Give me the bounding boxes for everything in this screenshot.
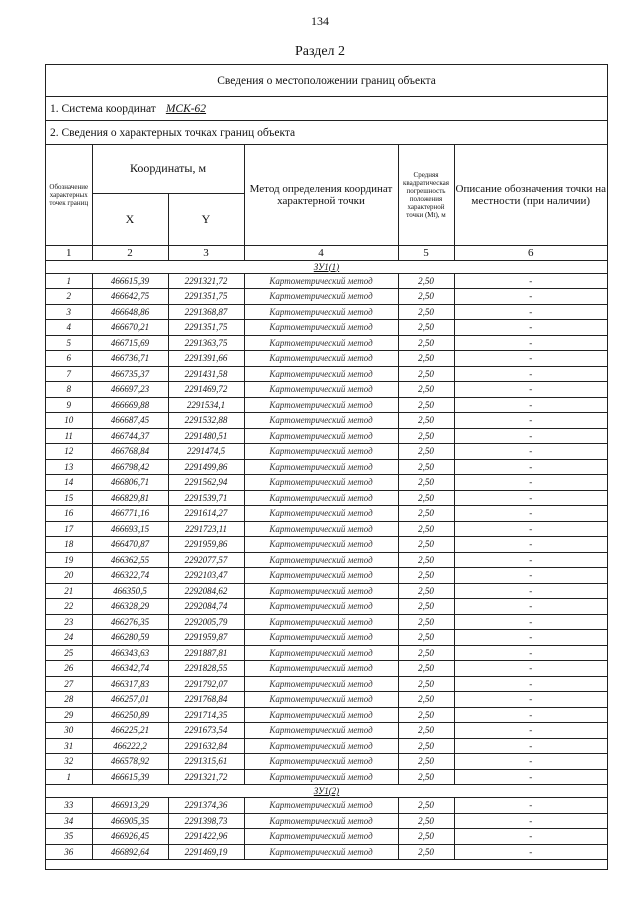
accuracy-cell: 2,50: [398, 614, 454, 630]
description-cell: -: [454, 676, 607, 692]
x-coordinate-cell: 466744,37: [92, 428, 168, 444]
point-number-cell: 32: [46, 754, 92, 770]
y-coordinate-cell: 2292005,79: [168, 614, 244, 630]
group-row: [46, 785, 607, 798]
accuracy-cell: 2,50: [398, 459, 454, 475]
accuracy-cell: 2,50: [398, 769, 454, 785]
method-cell: Картометрический метод: [244, 428, 398, 444]
description-cell: -: [454, 813, 607, 829]
table-title-row: [46, 65, 607, 97]
point-number-cell: 8: [46, 382, 92, 398]
method-cell: Картометрический метод: [244, 829, 398, 845]
y-coordinate-cell: 2291315,61: [168, 754, 244, 770]
x-coordinate-cell: 466806,71: [92, 475, 168, 491]
column-number: 1: [46, 245, 92, 260]
description-cell: -: [454, 444, 607, 460]
table-row: [46, 723, 607, 739]
table-row: [46, 444, 607, 460]
accuracy-cell: 2,50: [398, 382, 454, 398]
header-y: Y: [168, 193, 244, 245]
coord-system-row: [46, 97, 607, 121]
x-coordinate-cell: 466362,55: [92, 552, 168, 568]
description-cell: -: [454, 304, 607, 320]
x-coordinate-cell: 466768,84: [92, 444, 168, 460]
y-coordinate-cell: 2291480,51: [168, 428, 244, 444]
coord-system-value: МСК-62: [165, 102, 207, 115]
point-number-cell: 4: [46, 320, 92, 336]
accuracy-cell: 2,50: [398, 397, 454, 413]
table-row: [46, 645, 607, 661]
table-row: [46, 320, 607, 336]
method-cell: Картометрический метод: [244, 444, 398, 460]
y-coordinate-cell: 2291474,5: [168, 444, 244, 460]
table-row: [46, 630, 607, 646]
y-coordinate-cell: 2291499,86: [168, 459, 244, 475]
description-cell: -: [454, 723, 607, 739]
y-coordinate-cell: 2291368,87: [168, 304, 244, 320]
description-cell: -: [454, 335, 607, 351]
accuracy-cell: 2,50: [398, 490, 454, 506]
points-section-label: 2. Сведения о характерных точках границ объекта: [50, 126, 296, 139]
x-coordinate-cell: 466771,16: [92, 506, 168, 522]
description-cell: -: [454, 829, 607, 845]
x-coordinate-cell: 466317,83: [92, 676, 168, 692]
description-cell: -: [454, 844, 607, 860]
table-row: [46, 397, 607, 413]
accuracy-cell: 2,50: [398, 475, 454, 491]
method-cell: Картометрический метод: [244, 769, 398, 785]
point-number-cell: 9: [46, 397, 92, 413]
table-row: [46, 844, 607, 860]
point-number-cell: 33: [46, 798, 92, 814]
description-cell: -: [454, 661, 607, 677]
table-row: [46, 829, 607, 845]
method-cell: Картометрический метод: [244, 798, 398, 814]
x-coordinate-cell: 466892,64: [92, 844, 168, 860]
method-cell: Картометрический метод: [244, 630, 398, 646]
table-row: [46, 428, 607, 444]
x-coordinate-cell: 466926,45: [92, 829, 168, 845]
method-cell: Картометрический метод: [244, 645, 398, 661]
table-row: [46, 490, 607, 506]
column-number: 2: [92, 245, 168, 260]
x-coordinate-cell: 466670,21: [92, 320, 168, 336]
x-coordinate-cell: 466687,45: [92, 413, 168, 429]
accuracy-cell: 2,50: [398, 413, 454, 429]
header-coords: Координаты, м: [92, 145, 244, 193]
x-coordinate-cell: 466736,71: [92, 351, 168, 367]
point-number-cell: 23: [46, 614, 92, 630]
x-coordinate-cell: 466342,74: [92, 661, 168, 677]
point-number-cell: 30: [46, 723, 92, 739]
accuracy-cell: 2,50: [398, 335, 454, 351]
accuracy-cell: 2,50: [398, 552, 454, 568]
x-coordinate-cell: 466798,42: [92, 459, 168, 475]
accuracy-cell: 2,50: [398, 630, 454, 646]
header-description: Описание обозначения точки на местности (при наличии): [454, 145, 607, 245]
method-cell: Картометрический метод: [244, 397, 398, 413]
table-row: [46, 537, 607, 553]
point-number-cell: 13: [46, 459, 92, 475]
header-method: Метод определения координат характерной точки: [244, 145, 398, 245]
table-title: Сведения о местоположении границ объекта: [217, 74, 436, 87]
x-coordinate-cell: 466905,35: [92, 813, 168, 829]
table-row: [46, 506, 607, 522]
table-row: [46, 304, 607, 320]
table-row: [46, 521, 607, 537]
point-number-cell: 1: [46, 769, 92, 785]
y-coordinate-cell: 2292103,47: [168, 568, 244, 584]
accuracy-cell: 2,50: [398, 304, 454, 320]
description-cell: -: [454, 707, 607, 723]
y-coordinate-cell: 2291321,72: [168, 769, 244, 785]
point-number-cell: 24: [46, 630, 92, 646]
boundary-table-frame: [45, 64, 608, 870]
accuracy-cell: 2,50: [398, 599, 454, 615]
point-number-cell: 6: [46, 351, 92, 367]
method-cell: Картометрический метод: [244, 599, 398, 615]
y-coordinate-cell: 2291532,88: [168, 413, 244, 429]
accuracy-cell: 2,50: [398, 366, 454, 382]
y-coordinate-cell: 2291351,75: [168, 320, 244, 336]
y-coordinate-cell: 2291562,94: [168, 475, 244, 491]
description-cell: -: [454, 521, 607, 537]
description-cell: -: [454, 382, 607, 398]
description-cell: -: [454, 490, 607, 506]
page-number: 134: [311, 14, 329, 28]
point-number-cell: 18: [46, 537, 92, 553]
table-row: [46, 382, 607, 398]
point-number-cell: 26: [46, 661, 92, 677]
points-section-row: [46, 121, 607, 145]
point-number-cell: 7: [46, 366, 92, 382]
description-cell: -: [454, 552, 607, 568]
method-cell: Картометрический метод: [244, 723, 398, 739]
table-row: [46, 475, 607, 491]
y-coordinate-cell: 2291887,81: [168, 645, 244, 661]
method-cell: Картометрический метод: [244, 692, 398, 708]
group-name: ЗУ1(1): [46, 260, 607, 273]
description-cell: -: [454, 614, 607, 630]
description-cell: -: [454, 320, 607, 336]
point-number-cell: 14: [46, 475, 92, 491]
accuracy-cell: 2,50: [398, 521, 454, 537]
point-number-cell: 29: [46, 707, 92, 723]
column-number: 6: [454, 245, 607, 260]
column-number: 3: [168, 245, 244, 260]
x-coordinate-cell: 466578,92: [92, 754, 168, 770]
table-row: [46, 599, 607, 615]
method-cell: Картометрический метод: [244, 707, 398, 723]
method-cell: Картометрический метод: [244, 289, 398, 305]
accuracy-cell: 2,50: [398, 568, 454, 584]
method-cell: Картометрический метод: [244, 382, 398, 398]
method-cell: Картометрический метод: [244, 506, 398, 522]
point-number-cell: 2: [46, 289, 92, 305]
x-coordinate-cell: 466697,23: [92, 382, 168, 398]
description-cell: -: [454, 351, 607, 367]
y-coordinate-cell: 2291351,75: [168, 289, 244, 305]
table-row: [46, 366, 607, 382]
y-coordinate-cell: 2291828,55: [168, 661, 244, 677]
y-coordinate-cell: 2291391,66: [168, 351, 244, 367]
method-cell: Картометрический метод: [244, 813, 398, 829]
y-coordinate-cell: 2291959,87: [168, 630, 244, 646]
x-coordinate-cell: 466276,35: [92, 614, 168, 630]
x-coordinate-cell: 466648,86: [92, 304, 168, 320]
table-row: [46, 552, 607, 568]
description-cell: -: [454, 738, 607, 754]
description-cell: -: [454, 475, 607, 491]
y-coordinate-cell: 2291792,07: [168, 676, 244, 692]
boundary-points-table: [46, 145, 607, 860]
header-point-name: Обозначение характерных точек границ: [46, 145, 92, 245]
description-cell: -: [454, 645, 607, 661]
point-number-cell: 16: [46, 506, 92, 522]
table-row: [46, 676, 607, 692]
accuracy-cell: 2,50: [398, 273, 454, 289]
method-cell: Картометрический метод: [244, 738, 398, 754]
y-coordinate-cell: 2291398,73: [168, 813, 244, 829]
x-coordinate-cell: 466669,88: [92, 397, 168, 413]
accuracy-cell: 2,50: [398, 813, 454, 829]
point-number-cell: 36: [46, 844, 92, 860]
point-number-cell: 27: [46, 676, 92, 692]
table-row: [46, 754, 607, 770]
method-cell: Картометрический метод: [244, 490, 398, 506]
point-number-cell: 31: [46, 738, 92, 754]
x-coordinate-cell: 466280,59: [92, 630, 168, 646]
method-cell: Картометрический метод: [244, 568, 398, 584]
description-cell: -: [454, 583, 607, 599]
description-cell: -: [454, 630, 607, 646]
accuracy-cell: 2,50: [398, 738, 454, 754]
x-coordinate-cell: 466615,39: [92, 769, 168, 785]
point-number-cell: 25: [46, 645, 92, 661]
method-cell: Картометрический метод: [244, 614, 398, 630]
description-cell: -: [454, 692, 607, 708]
column-number: 5: [398, 245, 454, 260]
table-body: [46, 260, 607, 860]
x-coordinate-cell: 466322,74: [92, 568, 168, 584]
method-cell: Картометрический метод: [244, 844, 398, 860]
accuracy-cell: 2,50: [398, 661, 454, 677]
y-coordinate-cell: 2292084,62: [168, 583, 244, 599]
method-cell: Картометрический метод: [244, 583, 398, 599]
section-title: Раздел 2: [294, 44, 346, 59]
table-row: [46, 459, 607, 475]
accuracy-cell: 2,50: [398, 320, 454, 336]
x-coordinate-cell: 466642,75: [92, 289, 168, 305]
accuracy-cell: 2,50: [398, 692, 454, 708]
method-cell: Картометрический метод: [244, 521, 398, 537]
accuracy-cell: 2,50: [398, 754, 454, 770]
accuracy-cell: 2,50: [398, 829, 454, 845]
method-cell: Картометрический метод: [244, 754, 398, 770]
table-row: [46, 273, 607, 289]
point-number-cell: 20: [46, 568, 92, 584]
point-number-cell: 28: [46, 692, 92, 708]
x-coordinate-cell: 466735,37: [92, 366, 168, 382]
y-coordinate-cell: 2291431,58: [168, 366, 244, 382]
description-cell: -: [454, 599, 607, 615]
point-number-cell: 10: [46, 413, 92, 429]
method-cell: Картометрический метод: [244, 459, 398, 475]
x-coordinate-cell: 466715,69: [92, 335, 168, 351]
x-coordinate-cell: 466257,01: [92, 692, 168, 708]
point-number-cell: 1: [46, 273, 92, 289]
method-cell: Картометрический метод: [244, 537, 398, 553]
table-row: [46, 738, 607, 754]
header-accuracy: Средняя квадратическая погрешность положения характерной точки (Mt), м: [398, 145, 454, 245]
description-cell: -: [454, 413, 607, 429]
accuracy-cell: 2,50: [398, 645, 454, 661]
description-cell: -: [454, 428, 607, 444]
y-coordinate-cell: 2291723,11: [168, 521, 244, 537]
x-coordinate-cell: 466225,21: [92, 723, 168, 739]
description-cell: -: [454, 459, 607, 475]
point-number-cell: 12: [46, 444, 92, 460]
x-coordinate-cell: 466470,87: [92, 537, 168, 553]
point-number-cell: 11: [46, 428, 92, 444]
y-coordinate-cell: 2291632,84: [168, 738, 244, 754]
x-coordinate-cell: 466250,89: [92, 707, 168, 723]
table-row: [46, 614, 607, 630]
point-number-cell: 19: [46, 552, 92, 568]
table-row: [46, 413, 607, 429]
point-number-cell: 15: [46, 490, 92, 506]
y-coordinate-cell: 2291422,96: [168, 829, 244, 845]
table-row: [46, 289, 607, 305]
point-number-cell: 34: [46, 813, 92, 829]
method-cell: Картометрический метод: [244, 676, 398, 692]
description-cell: -: [454, 273, 607, 289]
accuracy-cell: 2,50: [398, 723, 454, 739]
table-row: [46, 568, 607, 584]
y-coordinate-cell: 2291539,71: [168, 490, 244, 506]
accuracy-cell: 2,50: [398, 428, 454, 444]
y-coordinate-cell: 2291469,72: [168, 382, 244, 398]
accuracy-cell: 2,50: [398, 583, 454, 599]
table-row: [46, 661, 607, 677]
table-row: [46, 798, 607, 814]
method-cell: Картометрический метод: [244, 351, 398, 367]
table-row: [46, 351, 607, 367]
method-cell: Картометрический метод: [244, 552, 398, 568]
accuracy-cell: 2,50: [398, 707, 454, 723]
point-number-cell: 5: [46, 335, 92, 351]
point-number-cell: 21: [46, 583, 92, 599]
x-coordinate-cell: 466343,63: [92, 645, 168, 661]
y-coordinate-cell: 2291469,19: [168, 844, 244, 860]
method-cell: Картометрический метод: [244, 366, 398, 382]
x-coordinate-cell: 466829,81: [92, 490, 168, 506]
point-number-cell: 35: [46, 829, 92, 845]
coord-system-label: 1. Система координат: [50, 102, 156, 115]
table-row: [46, 707, 607, 723]
y-coordinate-cell: 2291374,36: [168, 798, 244, 814]
y-coordinate-cell: 2291363,75: [168, 335, 244, 351]
x-coordinate-cell: 466350,5: [92, 583, 168, 599]
column-number: 4: [244, 245, 398, 260]
accuracy-cell: 2,50: [398, 798, 454, 814]
point-number-cell: 3: [46, 304, 92, 320]
table-row: [46, 769, 607, 785]
method-cell: Картометрический метод: [244, 475, 398, 491]
group-row: [46, 260, 607, 273]
y-coordinate-cell: 2291959,86: [168, 537, 244, 553]
y-coordinate-cell: 2291768,84: [168, 692, 244, 708]
method-cell: Картометрический метод: [244, 335, 398, 351]
description-cell: -: [454, 769, 607, 785]
y-coordinate-cell: 2291321,72: [168, 273, 244, 289]
method-cell: Картометрический метод: [244, 304, 398, 320]
y-coordinate-cell: 2291534,1: [168, 397, 244, 413]
header-x: X: [92, 193, 168, 245]
y-coordinate-cell: 2291673,54: [168, 723, 244, 739]
description-cell: -: [454, 537, 607, 553]
description-cell: -: [454, 289, 607, 305]
point-number-cell: 22: [46, 599, 92, 615]
x-coordinate-cell: 466913,29: [92, 798, 168, 814]
table-row: [46, 813, 607, 829]
accuracy-cell: 2,50: [398, 844, 454, 860]
accuracy-cell: 2,50: [398, 444, 454, 460]
description-cell: -: [454, 568, 607, 584]
x-coordinate-cell: 466615,39: [92, 273, 168, 289]
description-cell: -: [454, 506, 607, 522]
y-coordinate-cell: 2292084,74: [168, 599, 244, 615]
x-coordinate-cell: 466328,29: [92, 599, 168, 615]
description-cell: -: [454, 366, 607, 382]
description-cell: -: [454, 397, 607, 413]
description-cell: -: [454, 798, 607, 814]
table-row: [46, 335, 607, 351]
accuracy-cell: 2,50: [398, 676, 454, 692]
table-row: [46, 583, 607, 599]
table-row: [46, 692, 607, 708]
x-coordinate-cell: 466222,2: [92, 738, 168, 754]
point-number-cell: 17: [46, 521, 92, 537]
method-cell: Картометрический метод: [244, 320, 398, 336]
method-cell: Картометрический метод: [244, 273, 398, 289]
method-cell: Картометрический метод: [244, 661, 398, 677]
method-cell: Картометрический метод: [244, 413, 398, 429]
y-coordinate-cell: 2291614,27: [168, 506, 244, 522]
y-coordinate-cell: 2292077,57: [168, 552, 244, 568]
description-cell: -: [454, 754, 607, 770]
accuracy-cell: 2,50: [398, 289, 454, 305]
y-coordinate-cell: 2291714,35: [168, 707, 244, 723]
group-name: ЗУ1(2): [46, 785, 607, 798]
accuracy-cell: 2,50: [398, 506, 454, 522]
accuracy-cell: 2,50: [398, 351, 454, 367]
accuracy-cell: 2,50: [398, 537, 454, 553]
x-coordinate-cell: 466693,15: [92, 521, 168, 537]
